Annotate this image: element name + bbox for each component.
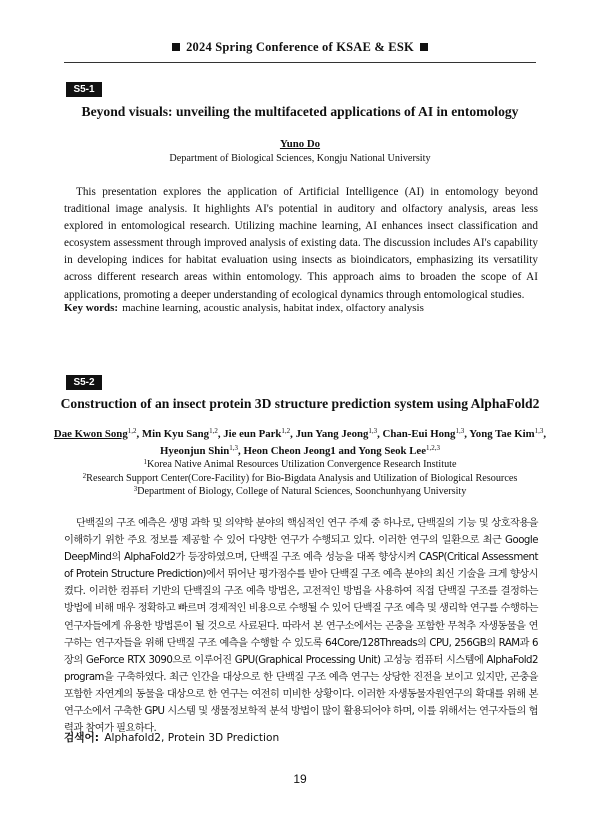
author-superscript: 1,3	[368, 427, 378, 435]
square-bullet-icon	[172, 43, 180, 51]
affiliation-number: 3	[133, 485, 138, 493]
author-superscript: 1,3	[229, 444, 239, 452]
author-name: Min Kyu Sang	[141, 428, 210, 440]
author-name: Hyeonjun Shin	[159, 445, 230, 457]
author-superscript: 1,2	[209, 427, 218, 435]
affiliation	[40, 485, 560, 499]
abstract-body: This presentation explores the application of Artificial Intelligence (AI) in entomology beyond traditional image analysis. It highlights AI's potential in auditory and olfactory analysis, areas less explored in entomological research. Utilizing machine learning, AI enhances insect classification and ecosystem assessment through improved analysis of existing data. The discussion includes AI's capability in developing indices for habitat evaluation using insects as bioindicators, emphasizing its versatility across different research areas within entomology. This approach aims to broaden the scope of AI applications, promoting a deeper understanding of ecological dynamics through entomological studies.	[64, 186, 538, 301]
author-name: Jie eun Park	[223, 428, 282, 440]
author-list: Dae Kwon Song$^{1,2}$, Min Kyu Sang$^{1,2}$, Jie eun Park$^{1,2}$, Jun Yang Jeong$^{1,3}$, Chan-Eui Hong$^{1,3}$, Yong Tae Kim$^{1,3}$, Hyeonjun Shin$^{1,3}$, Heon Cheon Jeong1 and Yong Seok Lee$^{1,2,3}$	[53, 427, 547, 457]
author-name: Yong Tae Kim	[469, 428, 535, 440]
author-name: Yuno Do	[279, 138, 321, 150]
keywords-label: Key words:	[64, 302, 119, 314]
affiliation-text: Research Support Center(Core-Facility) for Bio-Bigdata Analysis and Utilization of Biological Resources	[86, 472, 518, 484]
author-superscript: 1,3	[455, 427, 465, 435]
abstract-title: Construction of an insect protein 3D structure prediction system using AlphaFold2	[60, 396, 540, 411]
author-superscript: 1,2	[281, 427, 291, 435]
author-list	[40, 136, 560, 153]
affiliation	[40, 472, 560, 486]
author-name: Jun Yang Jeong	[295, 428, 369, 440]
abstract-title: Beyond visuals: unveiling the multifaceted applications of AI in entomology	[81, 104, 519, 119]
author-name: Chan-Eui Hong	[382, 428, 456, 440]
author-superscript: 1,3	[534, 427, 544, 435]
abstract-body: 단백질의 구조 예측은 생명 과학 및 의약학 분야의 핵심적인 연구 주제 중 하나로, 단백질의 기능 및 상호작용을 이해하기 위한 주요 정보를 제공할 수 있어 다양한 연구가 수행되고 있다. 이러한 연구의 일환으로 최근 Google DeepMind의 AlphaFold2가 등장하였으며, 단백질 구조 예측 성능을 대폭 향상시켜 CASP(Critical Assessment of Protein Structure Prediction)에서 뛰어난 평가점수를 받아 단백질 구조 예측 분야의 최신 기술을 크게 향상시켰다. 이러한 컴퓨터 기반의 단백질의 구조 예측 방법은, 고전적인 방법을 사용하여 직접 단백질 구조를 결정하는 방법에 비해 매우 정확하고 빠르며 경제적인 비용으로 수행될 수 있어 단백질 구조 예측 및 생리학 연구를 수행하는 연구자들에게 유용한 방법론이 될 것으로 사료된다. 따라서 본 연구소에서는 곤충을 포함한 무척추 자생동물을 연구하는 연구자들을 위해 단백질 구조 예측을 수행할 수 있도록 64Core/128Threads의 CPU, 256GB의 RAM과 6장의 GeForce RTX 3090으로 이루어진 GPU(Graphical Processing Unit) 고성능 컴퓨터 시스템에 AlphaFold2 program을 구축하였다. 최근 인간을 대상으로 한 단백질 구조 예측 연구는 상당한 진전을 보이고 있지만, 곤충을 포함한 자연계의 동물을 대상으로 한 연구는 여전히 미비한 상황이다. 이러한 자생동물자원연구의 확대를 위해 본 연구소에서 구축한 GPU 시스템 및 생물정보학적 분석 방법이 많이 활용되어야 하며, 이를 위해서는 연구자들의 협력과 참여가 필요하다.	[64, 518, 538, 735]
keywords-line	[64, 302, 424, 314]
affiliation: Department of Biological Sciences, Kongju National University	[169, 153, 431, 164]
author-name: Dae Kwon Song	[53, 428, 128, 440]
conference-header	[0, 40, 600, 55]
session-badge-s5-2: S5-2	[66, 375, 102, 390]
affiliation-number: 1	[143, 458, 147, 466]
affiliation-list	[40, 458, 560, 499]
page-number: 19	[293, 772, 307, 786]
conference-title: 2024 Spring Conference of KSAE & ESK	[186, 40, 414, 54]
author-superscript: 1,2,3	[426, 444, 441, 452]
header-divider	[64, 62, 536, 63]
author-name: Heon Cheon Jeong1 and Yong Seok Lee	[243, 445, 427, 457]
affiliation-text: Korea Native Animal Resources Utilization Convergence Research Institute	[146, 459, 457, 470]
session-badge-s5-1: S5-1	[66, 82, 102, 97]
keywords-line	[64, 730, 279, 745]
square-bullet-icon	[420, 43, 428, 51]
affiliation-text: Department of Biology, College of Natural Sciences, Soonchunhyang University	[137, 486, 467, 497]
author-superscript: 1,2	[127, 427, 137, 435]
affiliation	[40, 458, 560, 472]
affiliation-number: 2	[82, 471, 87, 480]
keywords-text: machine learning, acoustic analysis, habitat index, olfactory analysis	[122, 302, 424, 314]
keywords-label: 검색어:	[64, 732, 99, 744]
keywords-text: Alphafold2, Protein 3D Prediction	[104, 732, 280, 744]
